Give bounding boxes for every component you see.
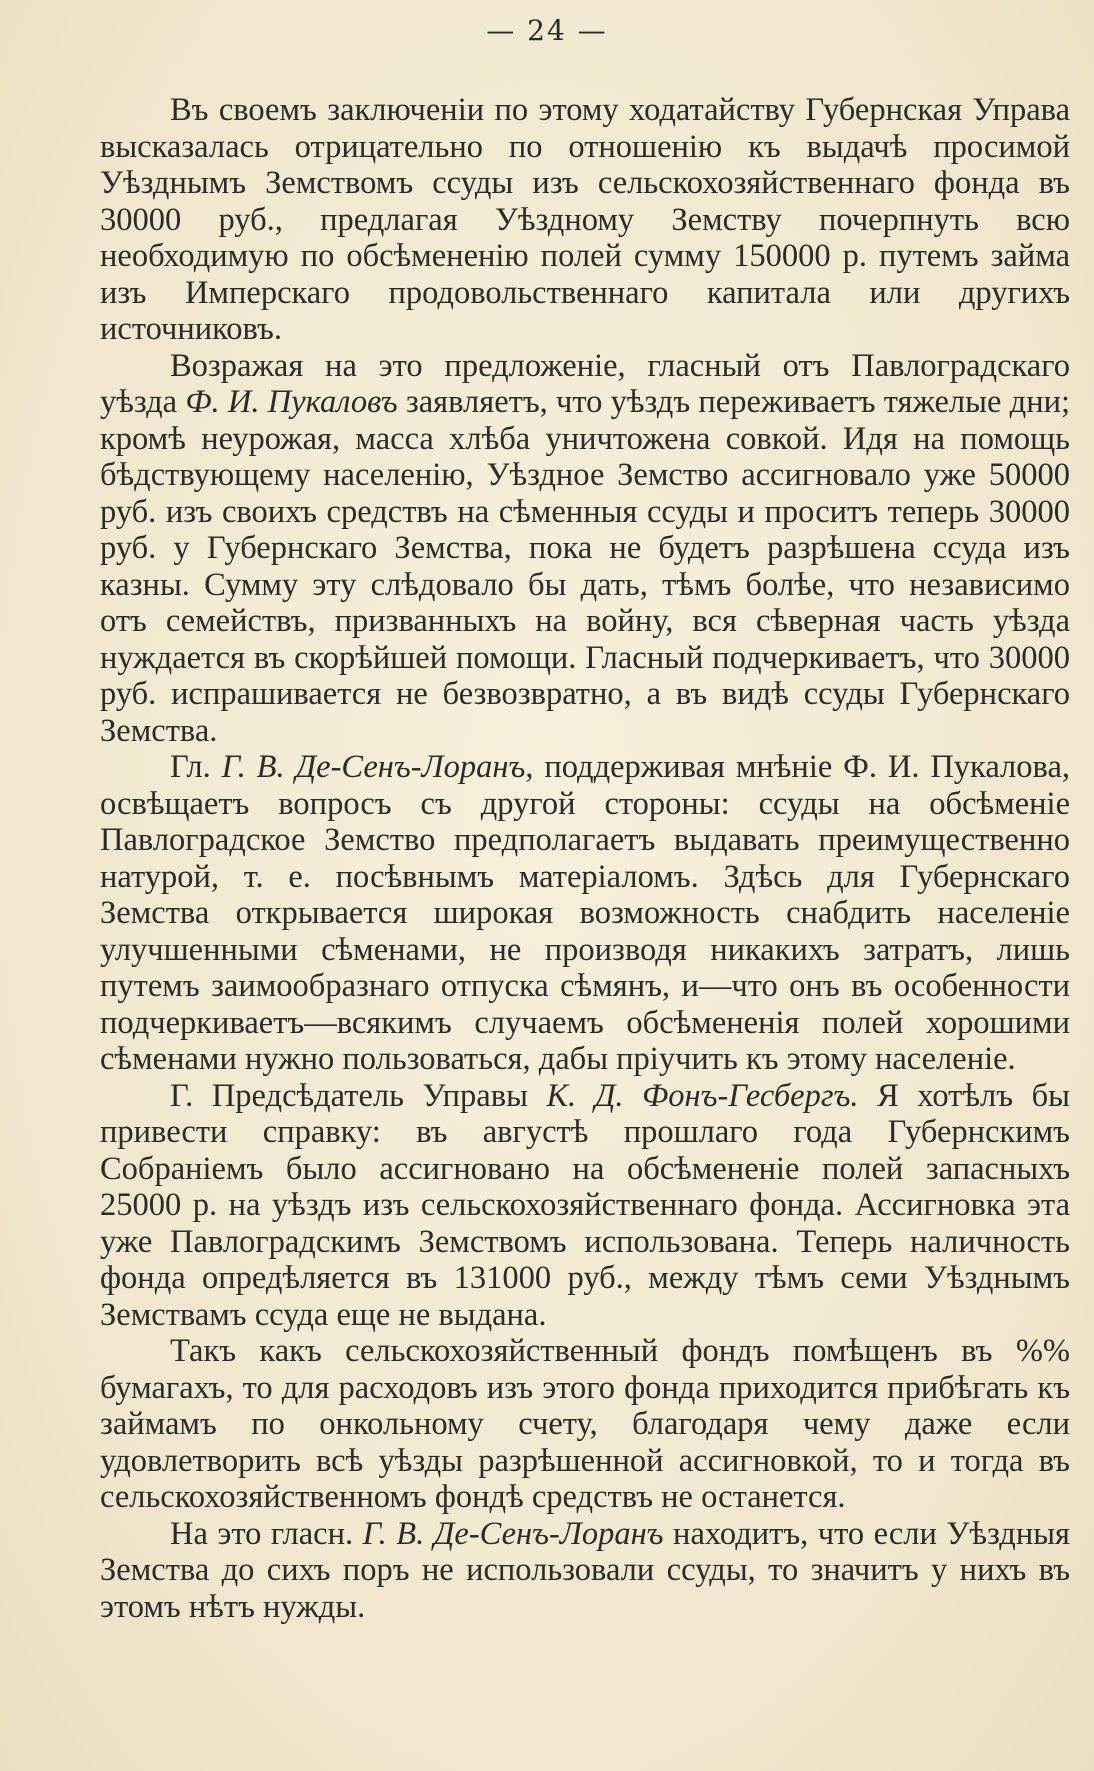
paragraph-text: Я хотѣлъ бы привести справку: въ августѣ прошлаго года Губернскимъ Собранiемъ было ассигновано на обсѣмененiе полей запасныхъ 25000 р. на уѣздъ изъ сельскохозяйственнаго фонда. Ассигновка эта уже Павлоградскимъ Земствомъ использована. Теперь наличность фонда опредѣляется въ 131000 руб., между тѣмъ семи Уѣзднымъ Земствамъ ссуда еще не выдана. bbox=[100, 1077, 1070, 1333]
paragraph bbox=[100, 348, 1070, 750]
paragraph-text: Г. Предсѣдатель Управы bbox=[170, 1077, 547, 1114]
paragraph-text: Возражая на это предложенiе, гласный отъ Павлоградскаго уѣзда bbox=[100, 347, 1070, 420]
paragraph bbox=[100, 749, 1070, 1078]
paragraph-text: Въ своемъ заключенiи по этому ходатайству Губернская Управа высказалась отрицательно по отношенiю къ выдачѣ просимой Уѣзднымъ Земствомъ ссуды изъ сельскохозяйственнаго фонда въ 30000 руб., предлагая Уѣздному Земству почерпнуть всю необходимую по обсѣмененiю полей сумму 150000 р. путемъ займа изъ Имперскаго продовольственнаго капитала или другихъ источниковъ. bbox=[100, 92, 1070, 347]
paragraph-text: , поддерживая мнѣнiе Ф. И. Пукалова, освѣщаетъ вопросъ съ другой стороны: ссуды на обсѣменiе Павлоградское Земство предполагаетъ выдавать преимущественно натурой, т. е. посѣвнымъ матерiаломъ. Здѣсь для Губернскаго Земства открывается широкая возможность снабдить населенiе улучшенными сѣменами, не производя никакихъ затратъ, лишь путемъ заимообразнаго отпуска сѣмянъ, и—что онъ въ особенности подчеркиваетъ—всякимъ случаемъ обсѣмененiя полей хорошими сѣменами нужно пользоваться, дабы прiучить къ этому населенiе. bbox=[100, 749, 1070, 1077]
page-number: — 24 — bbox=[486, 14, 608, 47]
speaker-name: К. Д. Фонъ-Гесбергъ. bbox=[546, 1077, 859, 1114]
body-text bbox=[100, 92, 1070, 1625]
paragraph bbox=[100, 1333, 1070, 1516]
speaker-name: Г. В. Де-Сенъ-Лоранъ bbox=[362, 1515, 664, 1552]
paragraph-text: Такъ какъ сельскохозяйственный фондъ помѣщенъ въ %% бумагахъ, то для расходовъ изъ этого фонда приходится прибѣгать къ займамъ по онкольному счету, благодаря чему даже если удовлетворить всѣ уѣзды разрѣшенной ассигновкой, то и тогда въ сельскохозяйственномъ фондѣ средствъ не останется. bbox=[100, 1333, 1070, 1515]
speaker-name: Г. В. Де-Сенъ-Лоранъ bbox=[221, 749, 526, 785]
paragraph-text: заявляетъ, что уѣздъ переживаетъ тяжелые дни; кромѣ неурожая, масса хлѣба уничтожена совкой. Идя на помощь бѣдствующему населенiю, Уѣздное Земство ассигновало уже 50000 руб. изъ своихъ средствъ на сѣменныя ссуды и проситъ теперь 30000 руб. у Губернскаго Земства, пока не будетъ разрѣшена ссуда изъ казны. Сумму эту слѣдовало бы дать, тѣмъ болѣе, что независимо отъ семействъ, призванныхъ на войну, вся сѣверная часть уѣзда нуждается въ скорѣйшей помощи. Гласный подчеркиваетъ, что 30000 руб. испрашивается не безвозвратно, а въ видѣ ссуды Губернскаго Земства. bbox=[100, 384, 1071, 749]
paragraph bbox=[100, 1516, 1070, 1626]
speaker-name: Ф. И. Пукаловъ bbox=[185, 384, 398, 420]
paragraph-text: находитъ, что если Уѣздныя Земства до сихъ поръ не использовали ссуды, то значитъ у нихъ въ этомъ нѣтъ нужды. bbox=[100, 1515, 1070, 1625]
paragraph-text: На это гласн. bbox=[170, 1515, 363, 1552]
paragraph bbox=[100, 1078, 1070, 1334]
paragraph bbox=[100, 92, 1070, 348]
paragraph-text: Гл. bbox=[170, 749, 222, 785]
